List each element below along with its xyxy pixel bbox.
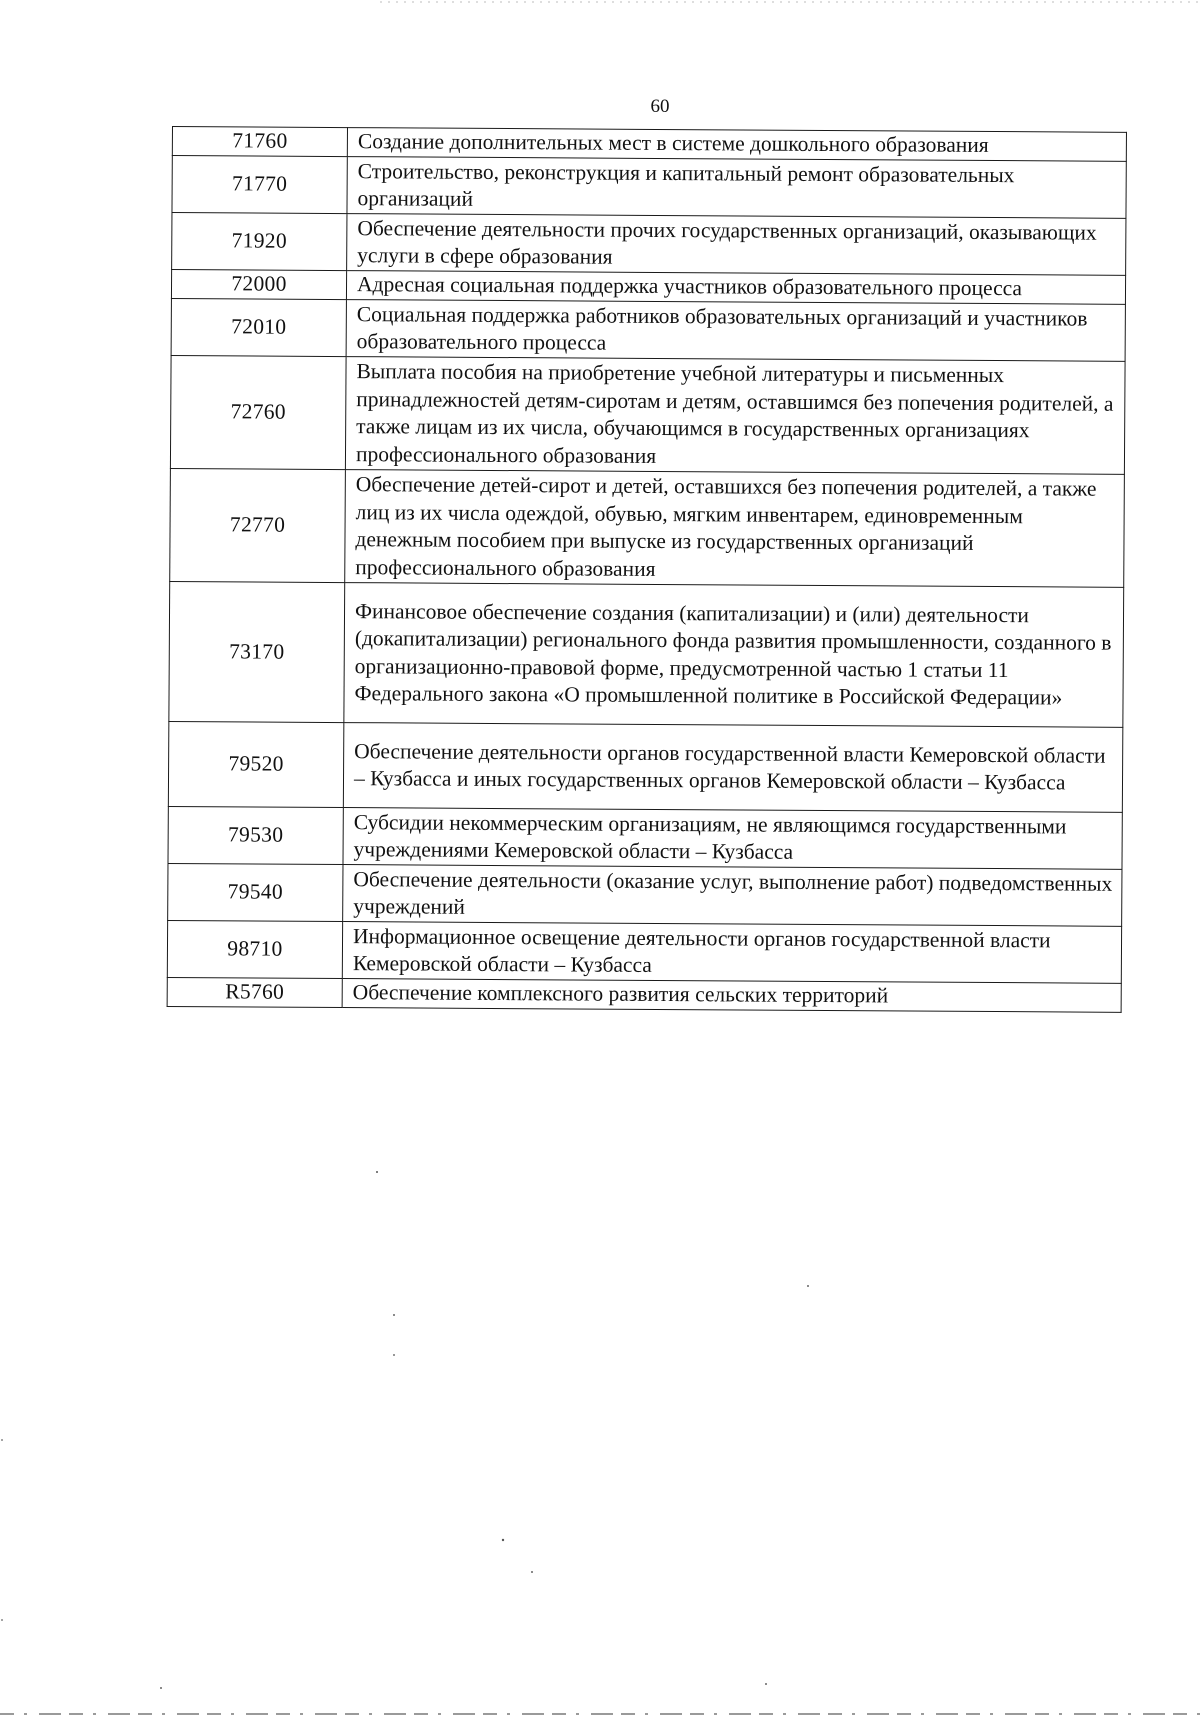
budget-codes-table bbox=[167, 126, 1127, 1013]
table-row bbox=[169, 581, 1124, 727]
row-description: Строительство, реконструкция и капитальный ремонт образовательных организаций bbox=[347, 157, 1126, 219]
row-description: Финансовое обеспечение создания (капитализации) и (или) деятельности (докапитализации) регионального фонда развития промышленности, созданного в организационно-правовой форме, предусмотренной частью 1 статьи 11 Федерального закона «О промышленной политике в Российской Федерации» bbox=[344, 583, 1124, 728]
row-code: 71770 bbox=[172, 156, 347, 214]
row-description: Обеспечение комплексного развития сельских территорий bbox=[342, 979, 1121, 1013]
row-code: 71760 bbox=[172, 127, 347, 157]
table-row bbox=[170, 355, 1125, 474]
row-code: R5760 bbox=[167, 977, 342, 1007]
row-description: Создание дополнительных мест в системе дошкольного образования bbox=[347, 128, 1126, 162]
table-row bbox=[171, 298, 1125, 361]
row-description: Социальная поддержка работников образовательных организаций и участников образовательного процесса bbox=[346, 300, 1125, 362]
row-description: Информационное освещение деятельности органов государственной власти Кемеровской области – Кузбасса bbox=[342, 922, 1121, 984]
table-row bbox=[167, 977, 1121, 1012]
row-description: Адресная социальная поддержка участников образовательного процесса bbox=[346, 271, 1125, 305]
row-code: 79530 bbox=[168, 806, 343, 864]
row-code: 72760 bbox=[170, 355, 346, 469]
table-row bbox=[167, 920, 1121, 983]
row-code: 72010 bbox=[171, 298, 346, 356]
row-description: Субсидии некоммерческим организациям, не являющимся государственными учреждениями Кемеровской области – Кузбасса bbox=[343, 808, 1122, 870]
page-number: 60 bbox=[650, 96, 670, 117]
table-row bbox=[170, 468, 1125, 587]
table-row bbox=[168, 863, 1122, 926]
row-code: 72000 bbox=[171, 270, 346, 300]
table-row bbox=[172, 156, 1126, 219]
row-description: Обеспечение деятельности прочих государственных организаций, оказывающих услуги в сфере образования bbox=[347, 214, 1126, 276]
row-code: 72770 bbox=[170, 468, 346, 582]
table-row bbox=[168, 721, 1123, 812]
row-code: 79520 bbox=[168, 721, 344, 807]
row-code: 98710 bbox=[167, 920, 342, 978]
row-code: 79540 bbox=[168, 863, 343, 921]
row-description: Обеспечение деятельности (оказание услуг, выполнение работ) подведомственных учреждений bbox=[343, 865, 1122, 927]
row-description: Выплата пособия на приобретение учебной литературы и письменных принадлежностей детям-сиротам и детям, оставшимся без попечения родителей, а также лицам из их числа, обучающимся в государственных организациях профессионального образования bbox=[345, 357, 1125, 475]
row-description: Обеспечение деятельности органов государственной власти Кемеровской области – Кузбасса и иных государственных органов Кемеровской области – Кузбасса bbox=[343, 723, 1123, 813]
table-row bbox=[168, 806, 1122, 869]
row-code: 73170 bbox=[169, 581, 345, 722]
row-code: 71920 bbox=[172, 213, 347, 271]
table-row bbox=[172, 213, 1126, 276]
row-description: Обеспечение детей-сирот и детей, оставшихся без попечения родителей, а также лиц из их числа одеждой, обувью, мягким инвентарем, единовременным денежным пособием при выпуске из государственных организаций профессионального образования bbox=[345, 470, 1125, 588]
budget-codes-table-wrapper bbox=[167, 126, 1127, 1013]
